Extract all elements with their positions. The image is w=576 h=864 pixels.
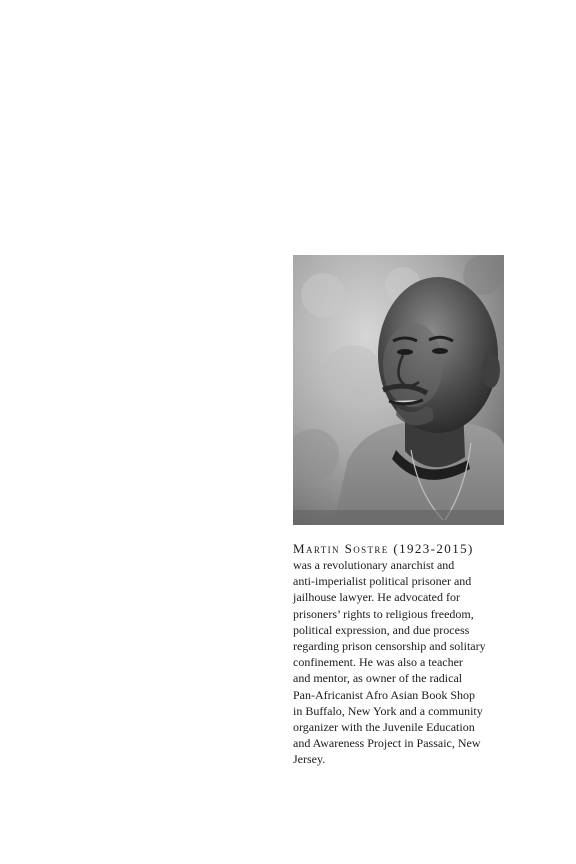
author-name-heading: Martin Sostre (1923-2015) [293,541,474,556]
bio-line: Pan-Africanist Afro Asian Book Shop [293,687,475,702]
author-portrait [293,255,504,525]
bio-line: prisoners’ rights to religious freedom, [293,606,474,621]
bio-line: anti-imperialist political prisoner and [293,574,472,589]
bio-line: political expression, and due process [293,622,470,637]
bio-line: regarding prison censorship and solitary [293,639,486,654]
bio-line: jailhouse lawyer. He advocated for [293,590,460,605]
bio-line: confinement. He was also a teacher [293,655,463,670]
bio-line: was a revolutionary anarchist and [293,558,455,572]
bio-line: and Awareness Project in Passaic, New [293,736,481,751]
bio-line: in Buffalo, New York and a community [293,703,483,718]
bio-line: Jersey. [293,752,326,767]
bio-line: and mentor, as owner of the radical [293,671,463,686]
author-bio [293,541,515,768]
bio-line: organizer with the Juvenile Education [293,720,475,735]
